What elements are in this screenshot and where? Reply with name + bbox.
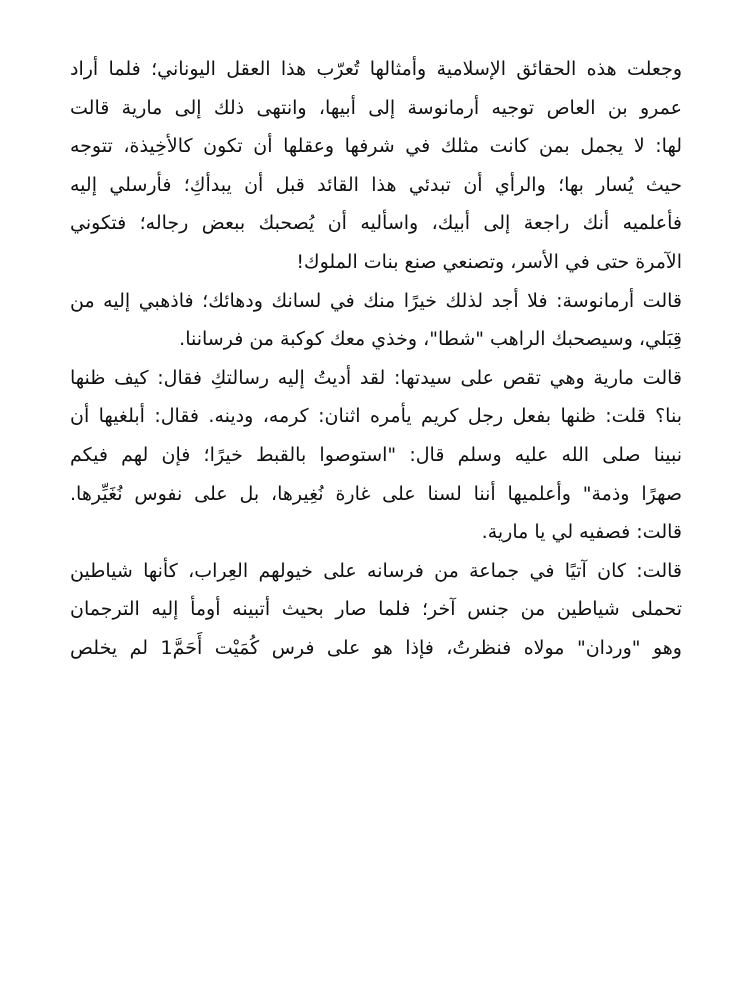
text-line: عمرو بن العاص توجيه أرمانوسة إلى أبيها، وانتهى ذلك إلى مارية قالت bbox=[70, 96, 682, 119]
text-line: فأعلميه أنك راجعة إلى أبيك، واسأليه أن يُصحبك ببعض رجاله؛ فتكوني bbox=[70, 212, 682, 235]
text-line: بنا؟ قلت: ظنها بفعل رجل كريم يأمره اثنان: كرمه، ودينه. فقال: أبلغيها أن bbox=[70, 405, 682, 428]
text-line: قالت أرمانوسة: فلا أجد لذلك خيرًا منك في لسانك ودهائك؛ فاذهبي إليه من bbox=[70, 289, 682, 312]
document-body bbox=[70, 50, 682, 668]
text-line: قالت: كان آتيًا في جماعة من فرسانه على خيولهم العِراب، كأنها شياطين bbox=[70, 559, 682, 582]
text-line: صهرًا وذمة" وأعلميها أننا لسنا على غارة نُغِيرها، بل على نفوس نُغَيِّرها. bbox=[70, 482, 682, 505]
text-line: نبينا صلى الله عليه وسلم قال: "استوصوا بالقبط خيرًا؛ فإن لهم فيكم bbox=[70, 443, 682, 466]
text-line: تحملى شياطين من جنس آخر؛ فلما صار بحيث أتبينه أومأ إليه الترجمان bbox=[70, 598, 682, 621]
text-line: قِبَلي، وسيصحبك الراهب "شطا"، وخذي معك كوكبة من فرساننا. bbox=[179, 328, 682, 351]
text-line: الآمرة حتى في الأسر، وتصنعي صنع بنات الملوك! bbox=[296, 250, 682, 273]
text-line: قالت مارية وهي تقص على سيدتها: لقد أديتُ إليه رسالتكِ فقال: كيف ظنها bbox=[70, 366, 682, 389]
text-line: حيث يُسار بها؛ والرأي أن تبدئي هذا القائد قبل أن يبدأكِ؛ فأرسلي إليه bbox=[70, 173, 682, 196]
text-line: لها: لا يجمل بمن كانت مثلك في شرفها وعقلها أن تكون كالأخِيذة، تتوجه bbox=[70, 135, 682, 158]
text-line: قالت: فصفيه لي يا مارية. bbox=[481, 521, 682, 544]
text-line: وجعلت هذه الحقائق الإسلامية وأمثالها تُعرّب هذا العقل اليوناني؛ فلما أراد bbox=[70, 58, 682, 80]
text-line: وهو "وردان" مولاه فنظرتُ، فإذا هو على فرس كُمَيْت أَحَمَّ1 لم يخلص bbox=[70, 636, 682, 659]
